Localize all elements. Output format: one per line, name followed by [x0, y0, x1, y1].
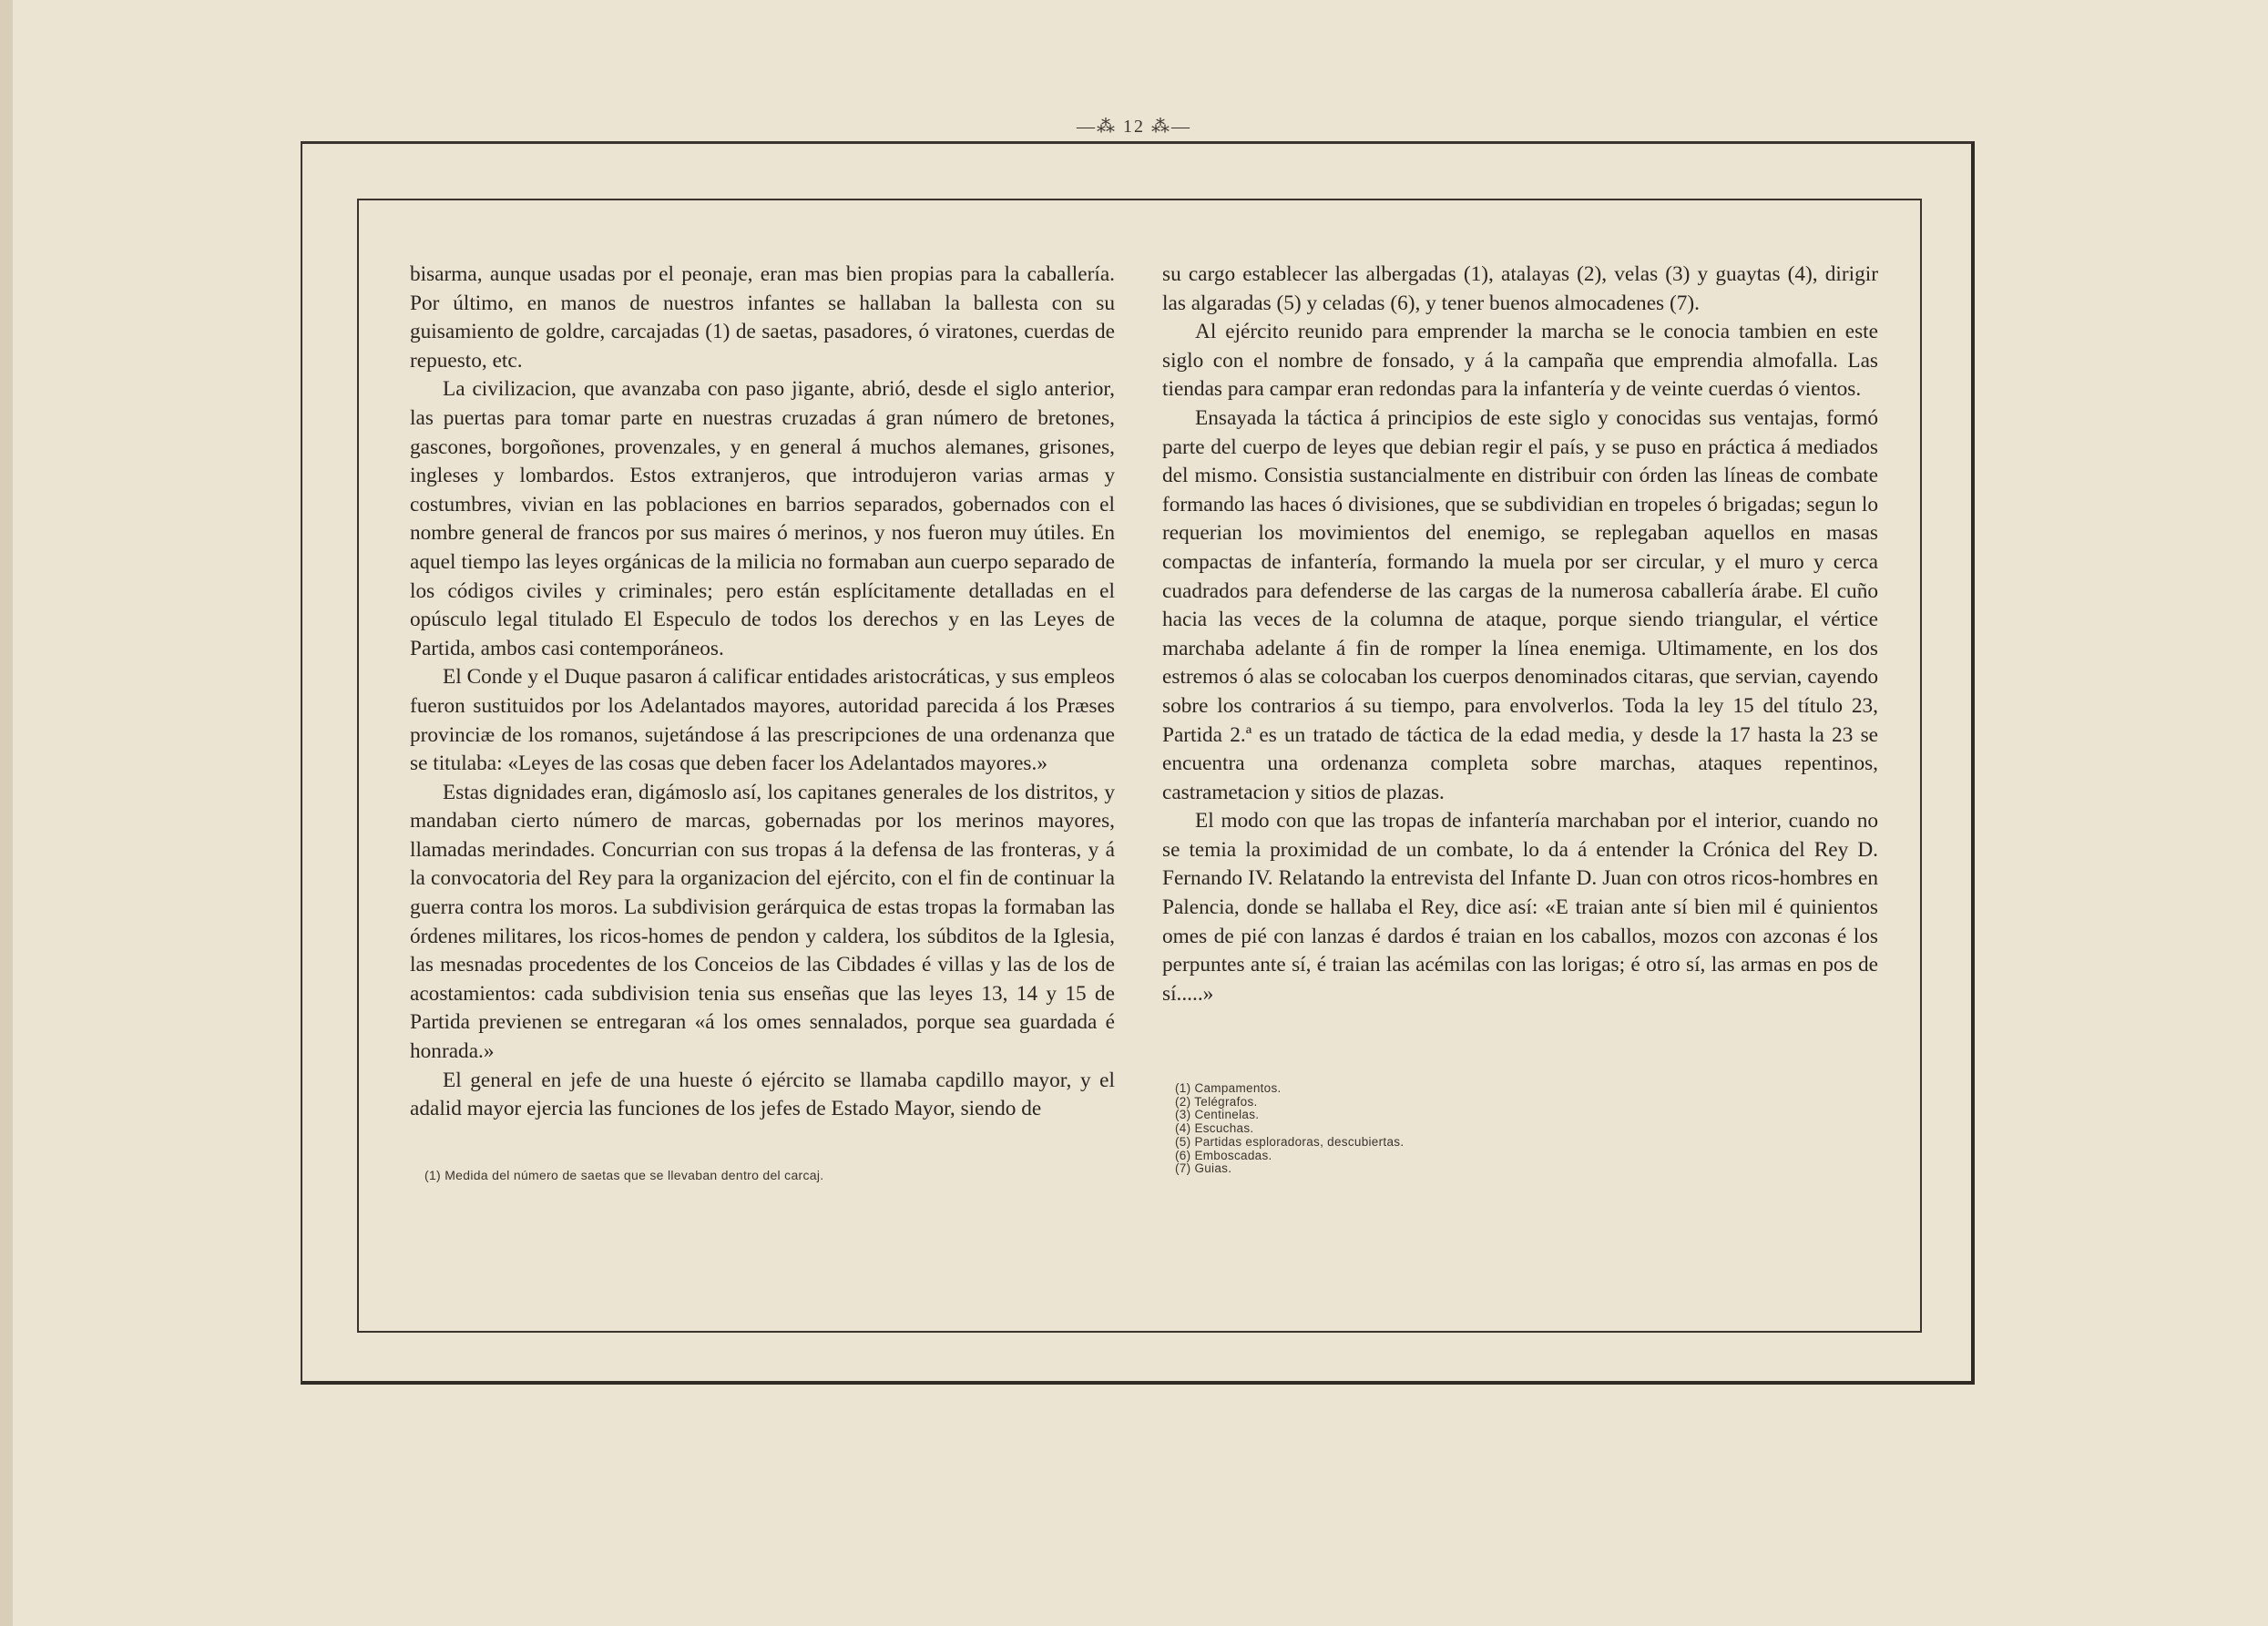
page-edge	[0, 0, 13, 1626]
footnote: (7) Guias.	[1175, 1161, 1232, 1176]
footnote: (2) Telégrafos.	[1175, 1094, 1258, 1109]
paragraph: su cargo establecer las albergadas (1), atalayas (2), velas (3) y guaytas (4), dirigir las algaradas (5) y celadas (6), y tener buenos almocadenes (7).	[1162, 262, 1878, 315]
paragraph: Al ejército reunido para emprender la marcha se le conocia tambien en este siglo con el nombre de fonsado, y á la campaña que emprendia almofalla. Las tiendas para campar eran redondas para la infantería y de veinte cuerdas ó vientos.	[1162, 320, 1878, 402]
paragraph: bisarma, aunque usadas por el peonaje, eran mas bien propias para la caballería. Por último, en manos de nuestros infantes se hallaban la ballesta con su guisamiento de goldre, carcajadas (1) de saetas, pasadores, ó viratones, cuerdas de repuesto, etc.	[410, 262, 1115, 373]
footnotes-left	[424, 1168, 1098, 1182]
paragraph: El general en jefe de una hueste ó ejército se llamaba capdillo mayor, y el adalid mayor ejercia las funciones de los jefes de Estado Mayor, siendo de	[410, 1068, 1115, 1121]
paragraph: El Conde y el Duque pasaron á calificar entidades aristocráticas, y sus empleos fueron sustituidos por los Adelantados mayores, autoridad parecida á los Præses provinciæ de los romanos, sujetándose á las prescripciones de una ordenanza que se titulaba: «Leyes de las cosas que deben facer los Adelantados mayores.»	[410, 665, 1115, 776]
footnote: (1) Campamentos.	[1175, 1081, 1282, 1095]
footnotes-right	[1175, 1082, 1721, 1176]
right-text-column	[1162, 261, 1878, 1008]
footnote: (4) Escuchas.	[1175, 1121, 1254, 1136]
footnote: (5) Partidas esploradoras, descubiertas.	[1175, 1134, 1405, 1149]
paragraph: Estas dignidades eran, digámoslo así, los capitanes generales de los distritos, y mandaban cierto número de marcas, gobernadas por los merinos mayores, llamadas merindades. Concurrian con sus tropas á la defensa de las fronteras, y á la convocatoria del Rey para la organizacion del ejército, con el fin de continuar la guerra contra los moros. La subdivision gerárquica de estas tropas la formaban las órdenes militares, los ricos-homes de pendon y caldera, los súbditos de la Iglesia, las mesnadas procedentes de los Conceios de las Cibdades é villas y las de los de acostamientos: cada subdivision tenia sus enseñas que las leyes 13, 14 y 15 de Partida previenen se entregaran «á los omes sennalados, porque sea guardada é honrada.»	[410, 780, 1115, 1064]
paragraph: El modo con que las tropas de infantería marchaban por el interior, cuando no se temia la proximidad de un combate, lo da á entender la Crónica del Rey D. Fernando IV. Relatando la entrevista del Infante D. Juan con otros ricos-hombres en Palencia, donde se hallaba el Rey, dice así: «E traian ante sí bien mil é quinientos omes de pié con lanzas é dardos é traian en los caballos, mozos con azconas é los perpuntes ante sí, é traian las acémilas con las lorigas; é otro sí, las armas en pos de sí.....»	[1162, 809, 1878, 1006]
paragraph: Ensayada la táctica á principios de este siglo y conocidas sus ventajas, formó parte del cuerpo de leyes que debian regir el país, y se puso en práctica á mediados del mismo. Consistia sustancialmente en distribuir con órden las líneas de combate formando las haces ó divisiones, que se subdividian en tropeles ó brigadas; segun lo requerian los movimientos del enemigo, se replegaban aquellos en masas compactas de infantería, formando la muela por ser circular, y el muro y cerca cuadrados para defenderse de las cargas de la numerosa caballería árabe. El cuño hacia las veces de la columna de ataque, porque siendo triangular, el vértice marchaba adelante á fin de romper la línea enemiga. Ultimamente, en los dos estremos ó alas se colocaban los cuerpos denominados citaras, que servian, cayendo sobre los contrarios á su tiempo, para envolverlos. Toda la ley 15 del título 23, Partida 2.ª es un tratado de táctica de la edad media, y desde la 17 hasta la 23 se encuentra una ordenanza completa sobre marchas, ataques repentinos, castrametacion y sitios de plazas.	[1162, 405, 1878, 804]
left-text-column	[410, 261, 1115, 1124]
paragraph: La civilizacion, que avanzaba con paso jigante, abrió, desde el siglo anterior, las puertas para tomar parte en nuestras cruzadas á gran número de bretones, gascones, borgoñones, provenzales, y en general á muchos alemanes, grisones, ingleses y lombardos. Estos extranjeros, que introdujeron varias armas y costumbres, vivian en las poblaciones en barrios separados, gobernados con el nombre general de francos por sus maires ó merinos, y nos fueron muy útiles. En aquel tiempo las leyes orgánicas de la milicia no formaban aun cuerpo separado de los códigos civiles y criminales; pero están esplícitamente detalladas en el opúsculo legal titulado El Especulo de todos los derechos y en las Leyes de Partida, ambos casi contemporáneos.	[410, 377, 1115, 660]
page-number: —⁂ 12 ⁂—	[1077, 117, 1191, 137]
footnote: (1) Medida del número de saetas que se llevaban dentro del carcaj.	[424, 1168, 824, 1182]
footnote: (3) Centinelas.	[1175, 1108, 1260, 1122]
footnote: (6) Emboscadas.	[1175, 1148, 1272, 1162]
